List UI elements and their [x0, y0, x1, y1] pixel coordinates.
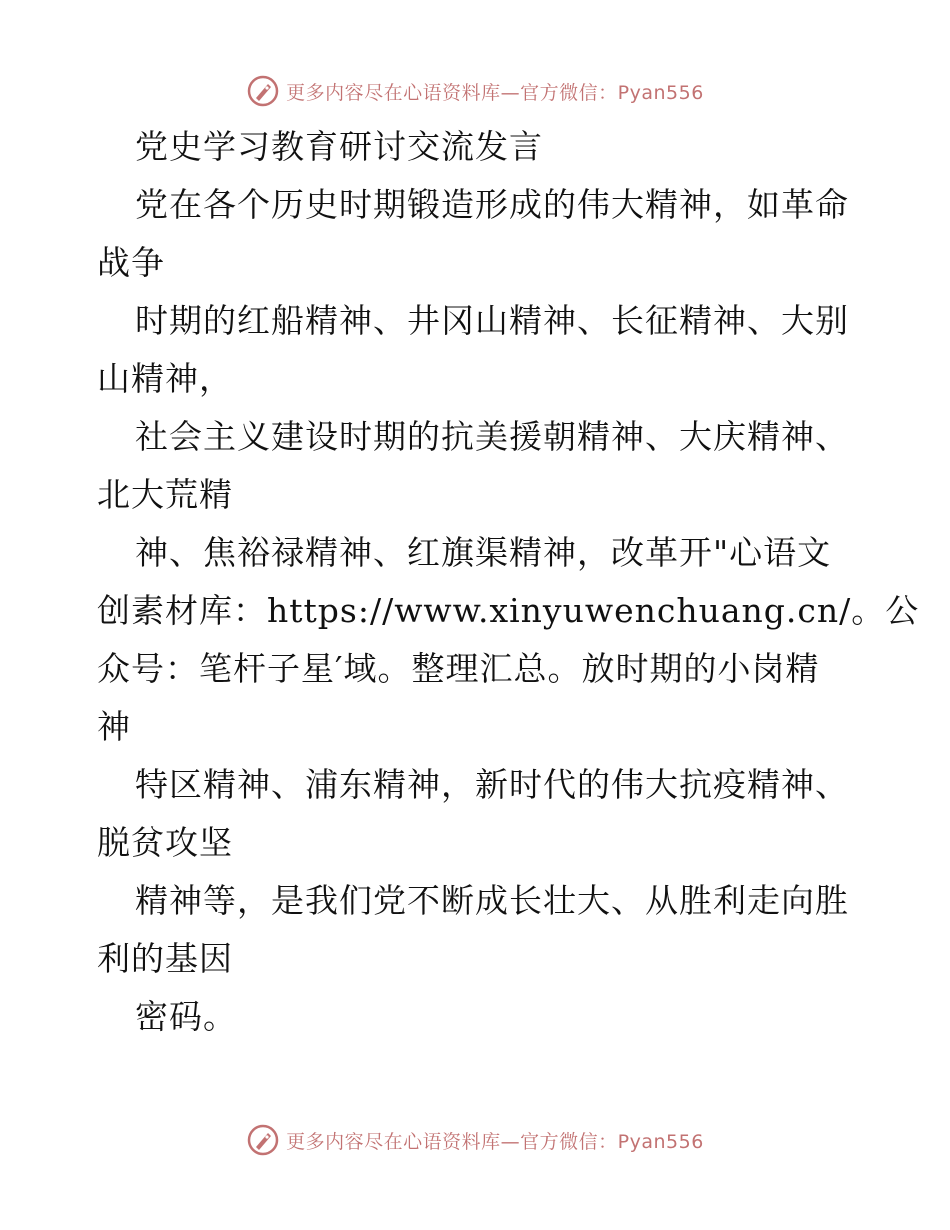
- paragraph-line: 战争: [97, 243, 165, 282]
- paragraph-line: 时期的红船精神、井冈山精神、长征精神、大别: [135, 301, 849, 340]
- document-body: [97, 118, 920, 1046]
- paragraph-line: 利的基因: [97, 939, 233, 978]
- paragraph-line: 神: [97, 707, 131, 746]
- footer-watermark: [0, 1123, 950, 1157]
- pen-nib-logo-icon: [246, 74, 280, 108]
- paragraph-line: 社会主义建设时期的抗美援朝精神、大庆精神、: [135, 417, 849, 456]
- paragraph-line: 党在各个历史时期锻造形成的伟大精神，如革命: [135, 185, 849, 224]
- pen-nib-logo-icon: [246, 1123, 280, 1157]
- header-watermark: [0, 74, 950, 108]
- paragraph-line: 神、焦裕禄精神、红旗渠精神，改革开"心语文: [135, 533, 832, 572]
- paragraph-line: 密码。: [135, 997, 237, 1036]
- paragraph-line: 精神等，是我们党不断成长壮大、从胜利走向胜: [135, 881, 849, 920]
- document-title: 党史学习教育研讨交流发言: [135, 127, 543, 166]
- paragraph-line: 山精神，: [97, 359, 233, 398]
- paragraph-line: 众号：笔杆子星′域。整理汇总。放时期的小岗精: [97, 649, 820, 688]
- paragraph-line: 特区精神、浦东精神，新时代的伟大抗疫精神、: [135, 765, 849, 804]
- watermark-text: 更多内容尽在心语资料库—官方微信：Pyan556: [286, 1130, 704, 1153]
- paragraph-line: 创素材库：https://www.xinyuwenchuang.cn/。公: [97, 591, 920, 630]
- paragraph-line: 脱贫攻坚: [97, 823, 233, 862]
- watermark-text: 更多内容尽在心语资料库—官方微信：Pyan556: [286, 81, 704, 104]
- paragraph-line: 北大荒精: [97, 475, 233, 514]
